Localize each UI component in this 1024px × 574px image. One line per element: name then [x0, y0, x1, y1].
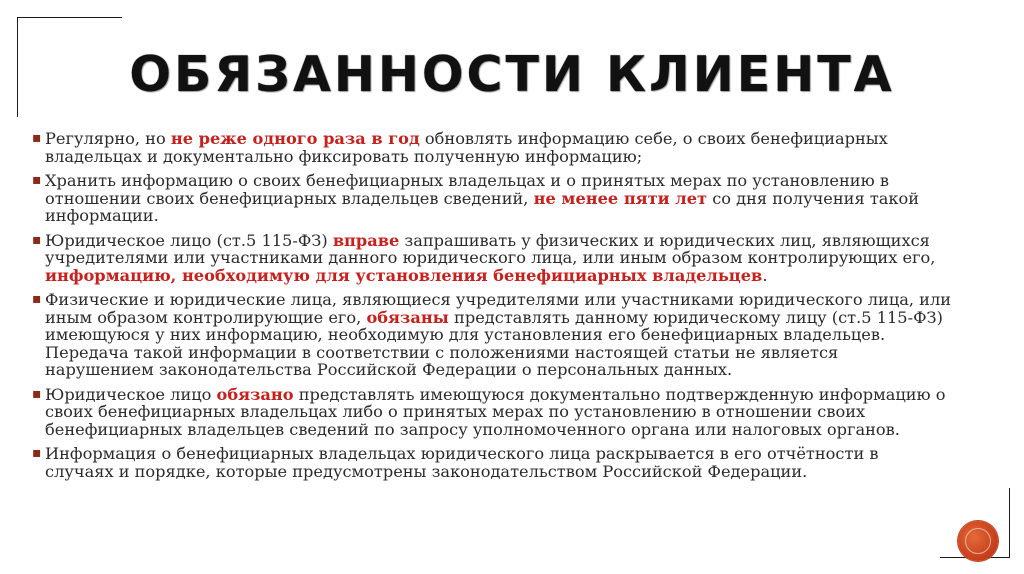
frame-corner-bottom-right-vertical — [1009, 488, 1010, 558]
highlight-text: обязано — [216, 384, 294, 404]
bullet-item — [32, 386, 952, 439]
bullet-item — [32, 232, 952, 285]
square-bullet-icon: ▪ — [32, 291, 42, 307]
bullet-list — [32, 130, 952, 487]
square-bullet-icon: ▪ — [32, 130, 42, 146]
bullet-item — [32, 291, 952, 379]
bullet-item — [32, 130, 952, 165]
circle-icon — [965, 528, 991, 554]
highlight-text: не менее пяти лет — [533, 188, 708, 208]
bullet-text: со дня получения такой информации. — [45, 188, 920, 225]
next-slide-button[interactable] — [958, 521, 998, 561]
bullet-item — [32, 172, 952, 225]
square-bullet-icon: ▪ — [32, 172, 42, 188]
frame-corner-top-left-horizontal — [17, 17, 122, 18]
square-bullet-icon: ▪ — [32, 385, 42, 402]
highlight-text: не реже одного раза в год — [170, 129, 420, 148]
highlight-text: вправе — [332, 230, 400, 250]
bullet-text: представлять данному юридическому лицу (ст.5 115-ФЗ) имеющуюся у них информацию, необходимую для установления его бенефициарных владельцев. Передача такой информации в соответствии с положениями настоящей статьи не является нарушением законодательства Российской Федерации о персональных данных. — [45, 307, 943, 379]
bullet-text: Юридическое лицо (ст.5 115-ФЗ) — [45, 230, 333, 250]
bullet-text: Информация о бенефициарных владельцах юридического лица раскрывается в его отчётности в случаях и порядке, которые предусмотрены законодательством Российской Федерации. — [45, 444, 879, 481]
bullet-text: Физические и юридические лица, являющиеся учредителями или участниками юридического лица, или иным образом контролирующие его, — [45, 290, 952, 327]
slide-title: ОБЯЗАННОСТИ КЛИЕНТА — [129, 46, 895, 103]
bullet-text: Регулярно, но — [45, 129, 171, 148]
bullet-text: . — [762, 265, 768, 285]
bullet-text: Хранить информацию о своих бенефициарных владельцах и о принятых мерах по установлению в отношении своих бенефициарных владельцев сведений, — [45, 171, 889, 208]
bullet-text: запрашивать у физических и юридических лиц, являющихся учредителями или участниками данного юридического лица, или иным образом контролирующих его, — [45, 230, 936, 267]
square-bullet-icon: ▪ — [32, 445, 42, 461]
bullet-item — [32, 445, 952, 480]
square-bullet-icon: ▪ — [32, 231, 42, 248]
bullet-text: обновлять информацию себе, о своих бенефициарных владельцах и документально фиксировать полученную информацию; — [45, 129, 888, 166]
highlight-text: обязаны — [366, 307, 449, 327]
highlight-text: информацию, необходимую для установления бенефициарных владельцев — [45, 265, 763, 285]
bullet-text: Юридическое лицо — [45, 384, 217, 404]
bullet-text: представлять имеющуюся документально подтвержденную информацию о своих бенефициарных владельцах либо о принятых мерах по установлению в отношении своих бенефициарных владельцев сведений по запросу уполномоченного органа или налоговых органов. — [45, 384, 946, 439]
